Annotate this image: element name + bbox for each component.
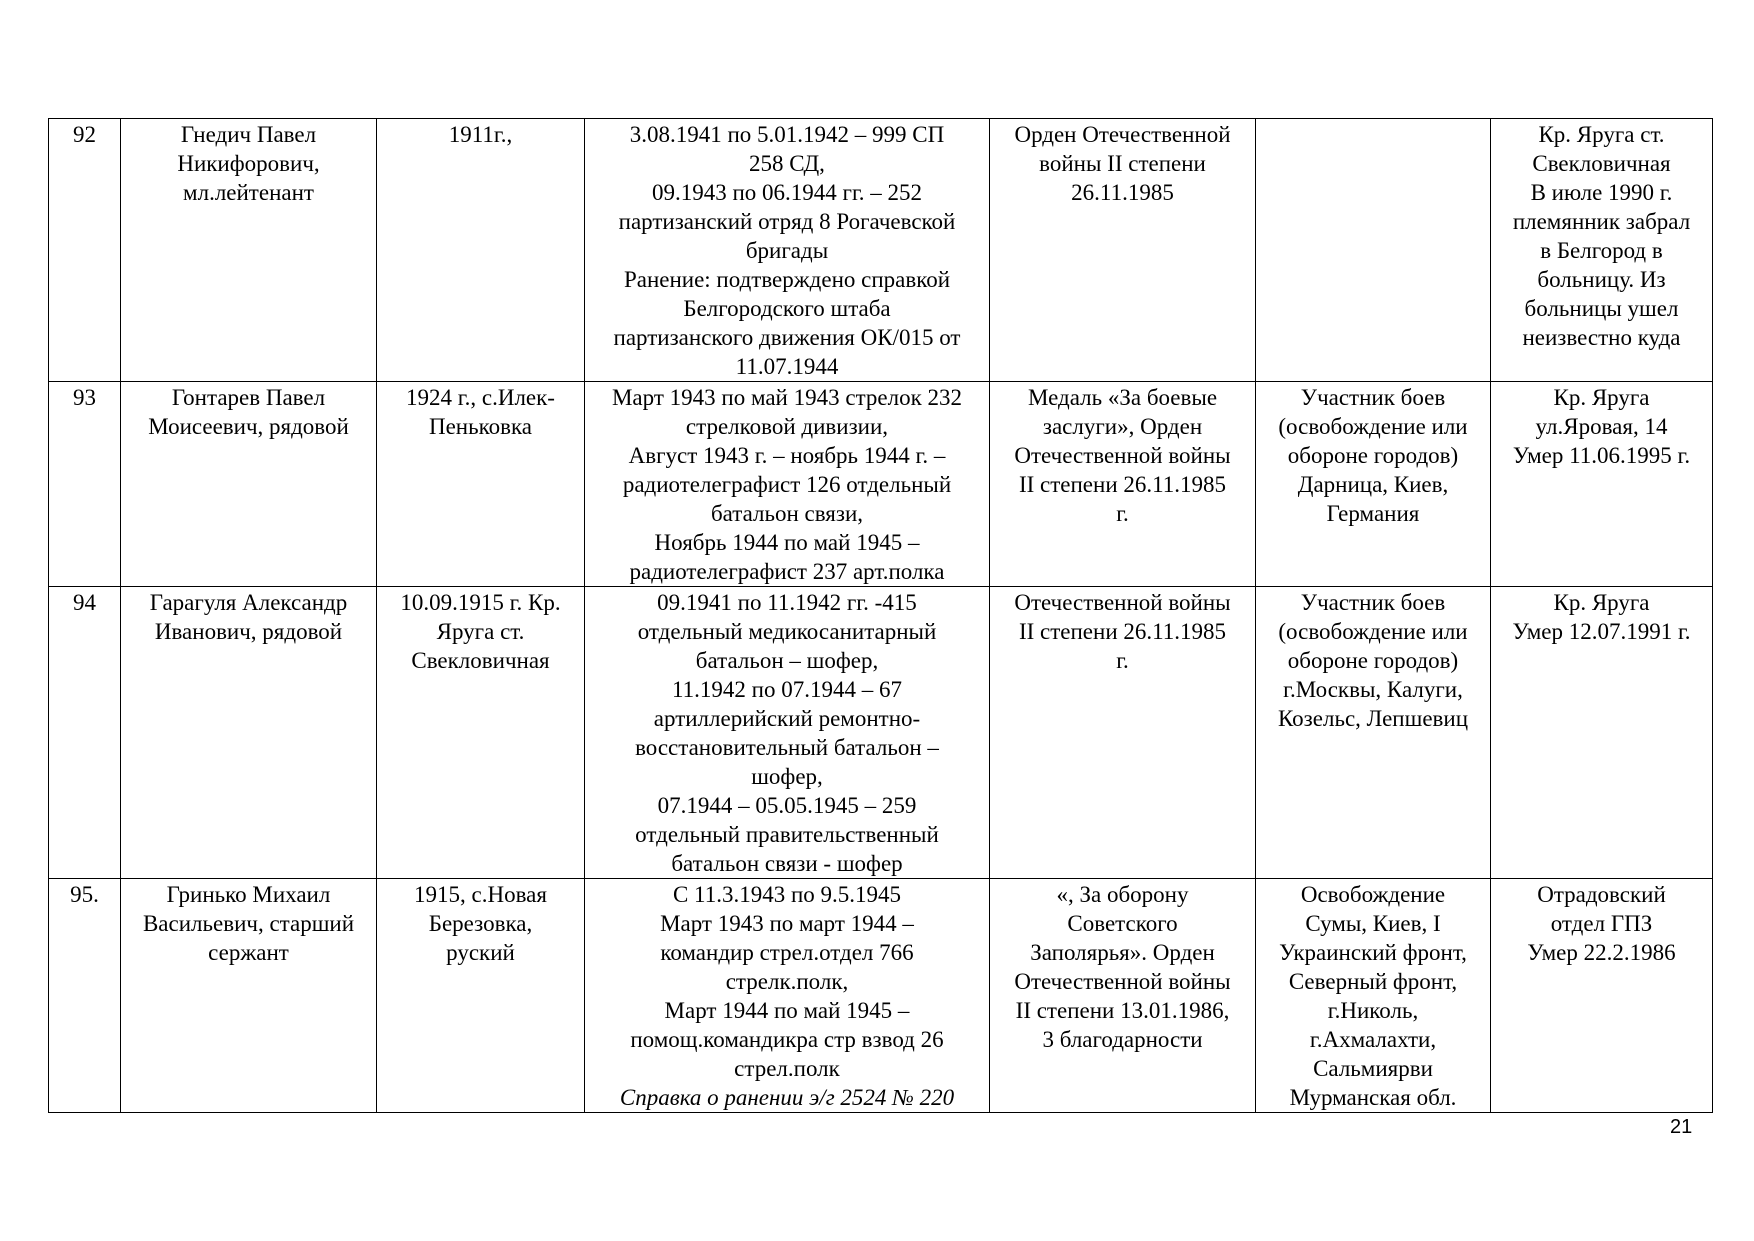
fate: Кр. Яруга ст. Свекловичная В июле 1990 г. племянник забрал в Белгород в больницу. Из больницы ушел неизвестно куда bbox=[1491, 119, 1713, 382]
veterans-table bbox=[48, 118, 1713, 1113]
person-name: Гонтарев Павел Моисеевич, рядовой bbox=[121, 382, 377, 587]
service-text: С 11.3.1943 по 9.5.1945 Март 1943 по март 1944 – командир стрел.отдел 766 стрелк.полк, Март 1944 по май 1945 – помощ.командикра стр взвод 26 стрел.полк bbox=[630, 882, 944, 1081]
record-number: 94 bbox=[49, 587, 121, 879]
battles: Участник боев (освобождение или обороне городов) г.Москвы, Калуги, Козельс, Лепшевиц bbox=[1256, 587, 1491, 879]
record-number: 95. bbox=[49, 879, 121, 1113]
fate: Кр. Яруга Умер 12.07.1991 г. bbox=[1491, 587, 1713, 879]
awards: Медаль «За боевые заслуги», Орден Отечественной войны II степени 26.11.1985 г. bbox=[990, 382, 1256, 587]
service-text: 09.1941 по 11.1942 гг. -415 отдельный медикосанитарный батальон – шофер, 11.1942 по 07.1944 – 67 артиллерийский ремонтно- восстановительный батальон – шофер, 07.1944 – 05.05.1945 – 259 отдельный правительственный батальон связи - шофер bbox=[635, 590, 939, 876]
service-record bbox=[585, 119, 990, 382]
table-row bbox=[49, 587, 1713, 879]
person-name: Гринько Михаил Васильевич, старший сержант bbox=[121, 879, 377, 1113]
service-record bbox=[585, 587, 990, 879]
battles: Участник боев (освобождение или обороне городов) Дарница, Киев, Германия bbox=[1256, 382, 1491, 587]
service-record bbox=[585, 382, 990, 587]
record-number: 93 bbox=[49, 382, 121, 587]
table-row bbox=[49, 119, 1713, 382]
battles bbox=[1256, 119, 1491, 382]
person-name: Гнедич Павел Никифорович, мл.лейтенант bbox=[121, 119, 377, 382]
service-text: 3.08.1941 по 5.01.1942 – 999 СП 258 СД, 09.1943 по 06.1944 гг. – 252 партизанский отряд 8 Рогачевской бригады Ранение: подтверждено справкой Белгородского штаба партизанского движения ОК/015 от 11.07.1944 bbox=[613, 122, 961, 379]
service-record bbox=[585, 879, 990, 1113]
birth-info: 1915, с.Новая Березовка, руский bbox=[377, 879, 585, 1113]
person-name: Гарагуля Александр Иванович, рядовой bbox=[121, 587, 377, 879]
awards: Орден Отечественной войны II степени 26.11.1985 bbox=[990, 119, 1256, 382]
awards: «, За оборону Советского Заполярья». Орден Отечественной войны II степени 13.01.1986, 3 благодарности bbox=[990, 879, 1256, 1113]
page-number: 21 bbox=[1670, 1116, 1693, 1138]
awards: Отечественной войны II степени 26.11.1985 г. bbox=[990, 587, 1256, 879]
birth-info: 1924 г., с.Илек- Пеньковка bbox=[377, 382, 585, 587]
table-row bbox=[49, 382, 1713, 587]
birth-info: 10.09.1915 г. Кр. Яруга ст. Свекловичная bbox=[377, 587, 585, 879]
fate: Кр. Яруга ул.Яровая, 14 Умер 11.06.1995 г. bbox=[1491, 382, 1713, 587]
fate: Отрадовский отдел ГПЗ Умер 22.2.1986 bbox=[1491, 879, 1713, 1113]
battles: Освобождение Сумы, Киев, I Украинский фронт, Северный фронт, г.Николь, г.Ахмалахти, Сальмиярви Мурманская обл. bbox=[1256, 879, 1491, 1113]
record-number: 92 bbox=[49, 119, 121, 382]
table-row bbox=[49, 879, 1713, 1113]
service-text: Март 1943 по май 1943 стрелок 232 стрелковой дивизии, Август 1943 г. – ноябрь 1944 г. – радиотелеграфист 126 отдельный батальон связи, Ноябрь 1944 по май 1945 – радиотелеграфист 237 арт.полка bbox=[611, 385, 963, 584]
birth-info: 1911г., bbox=[377, 119, 585, 382]
wound-certificate-note: Справка о ранении э/г 2524 № 220 bbox=[619, 1085, 955, 1110]
